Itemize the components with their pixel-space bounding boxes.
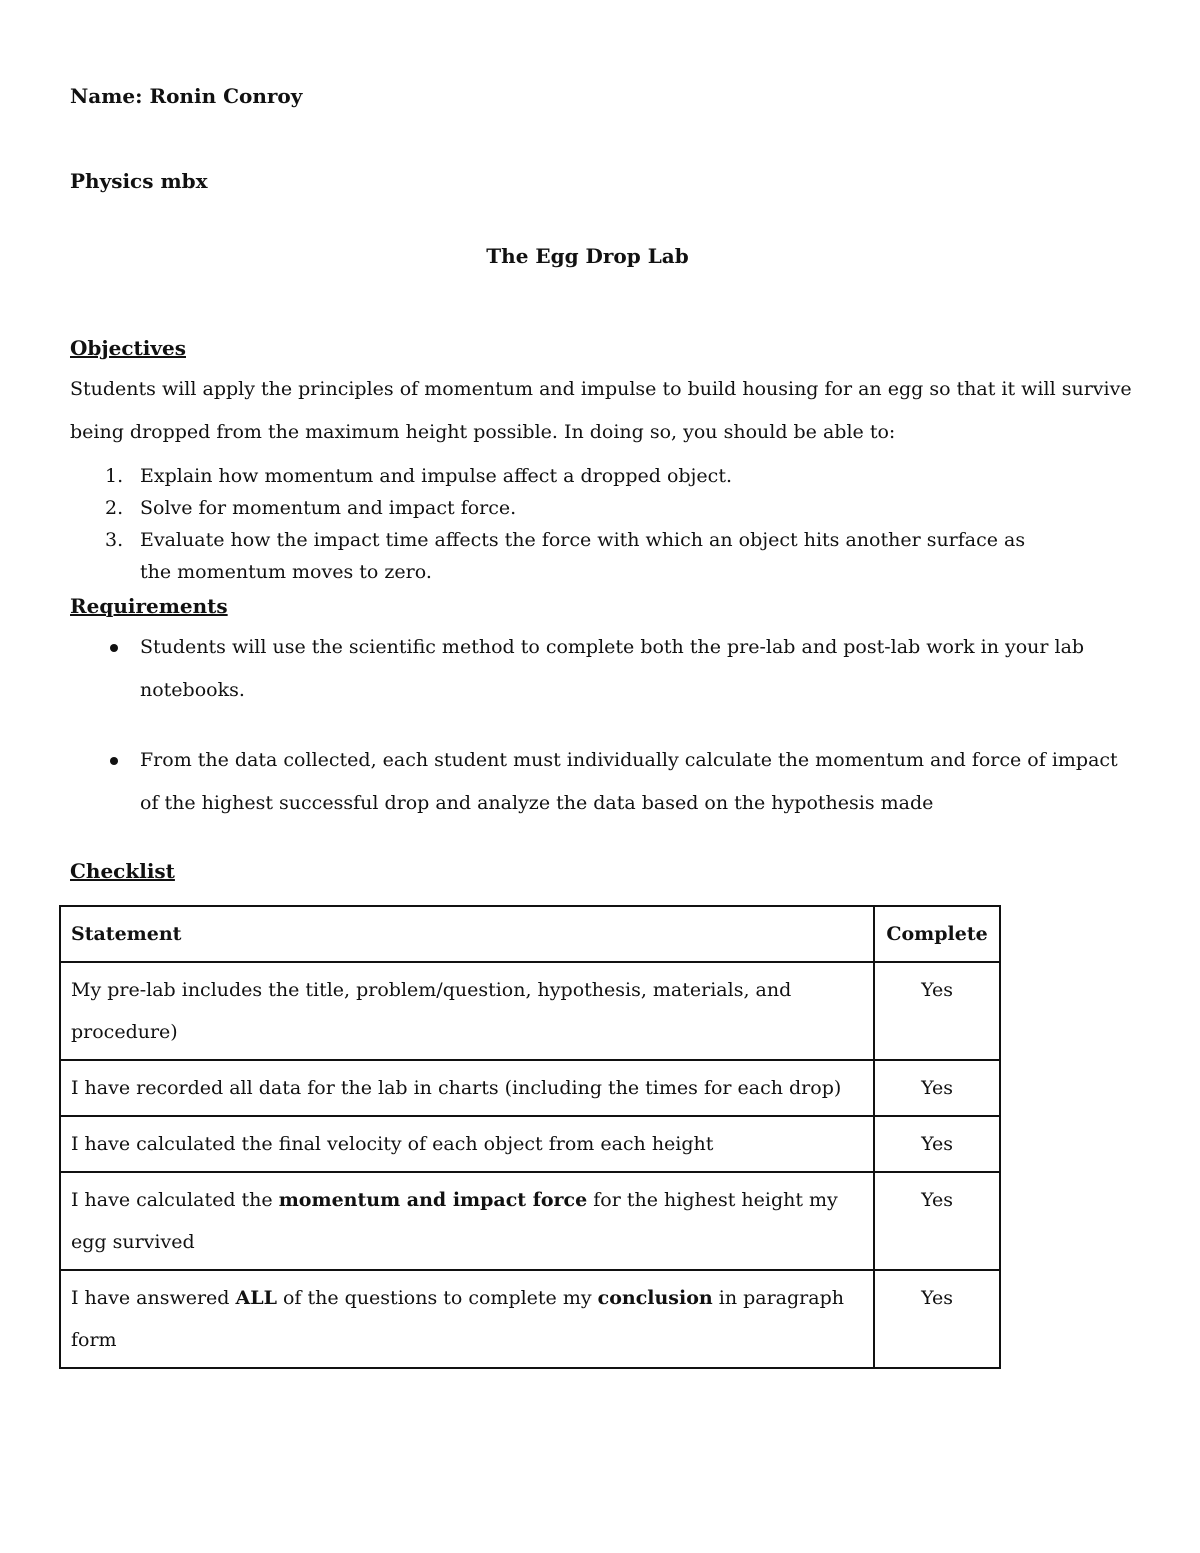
complete-cell: Yes — [874, 1270, 1000, 1368]
complete-cell: Yes — [874, 962, 1000, 1060]
statement-cell — [60, 1116, 874, 1172]
statement-text: in paragraph form — [71, 1287, 844, 1351]
statement-bold-text: momentum and impact force — [278, 1189, 588, 1211]
objectives-intro: Students will apply the principles of momentum and impulse to build housing for an egg so that it will survive being dropped from the maximum height possible. In doing so, you should be able to: — [70, 378, 1132, 443]
statement-text: I have calculated the final velocity of each object from each height — [71, 1133, 714, 1155]
statement-bold-text: ALL — [235, 1287, 277, 1309]
student-name: Name: Ronin Conroy — [70, 84, 303, 108]
table-row — [60, 962, 1000, 1060]
document-title: The Egg Drop Lab — [486, 244, 689, 268]
complete-cell: Yes — [874, 1116, 1000, 1172]
list-number: 1. — [105, 465, 124, 487]
checklist-table — [59, 905, 1001, 1369]
requirement-item: Students will use the scientific method to complete both the pre-lab and post-lab work in your lab notebooks. — [140, 636, 1085, 701]
statement-text: of the questions to complete my — [276, 1287, 598, 1309]
statement-text: My pre-lab includes the title, problem/question, hypothesis, materials, and procedure) — [71, 979, 792, 1043]
statement-text: I have recorded all data for the lab in charts (including the times for each drop) — [71, 1077, 842, 1099]
list-text: Solve for momentum and impact force. — [140, 497, 517, 519]
bullet-icon — [110, 644, 118, 652]
requirements-heading: Requirements — [70, 594, 228, 618]
statement-cell — [60, 1060, 874, 1116]
checklist-heading: Checklist — [70, 859, 175, 883]
objectives-heading: Objectives — [70, 336, 186, 360]
column-header-complete: Complete — [874, 906, 1000, 962]
complete-cell: Yes — [874, 1172, 1000, 1270]
table-row — [60, 1172, 1000, 1270]
statement-bold-text: conclusion — [597, 1287, 713, 1309]
list-text: Evaluate how the impact time affects the force with which an object hits another surface as the momentum moves to zero. — [140, 529, 1026, 583]
table-row — [60, 1060, 1000, 1116]
statement-text: for the highest height my egg survived — [71, 1189, 838, 1253]
list-number: 3. — [105, 529, 124, 551]
statement-cell — [60, 1172, 874, 1270]
list-text: Explain how momentum and impulse affect a dropped object. — [140, 465, 732, 487]
statement-text: I have answered — [71, 1287, 236, 1309]
table-row — [60, 1116, 1000, 1172]
list-item — [70, 460, 1070, 492]
column-header-statement: Statement — [60, 906, 874, 962]
list-item — [70, 492, 1070, 524]
statement-cell — [60, 1270, 874, 1368]
complete-cell: Yes — [874, 1060, 1000, 1116]
class-name: Physics mbx — [70, 169, 208, 193]
table-header-row — [60, 906, 1000, 962]
table-row — [60, 1270, 1000, 1368]
list-item — [70, 524, 1070, 588]
statement-cell — [60, 962, 874, 1060]
objectives-list — [70, 460, 1070, 588]
requirement-item: From the data collected, each student must individually calculate the momentum and force of impact of the highest successful drop and analyze the data based on the hypothesis made — [140, 749, 1118, 814]
statement-text: I have calculated the — [71, 1189, 279, 1211]
list-number: 2. — [105, 497, 124, 519]
bullet-icon — [110, 757, 118, 765]
